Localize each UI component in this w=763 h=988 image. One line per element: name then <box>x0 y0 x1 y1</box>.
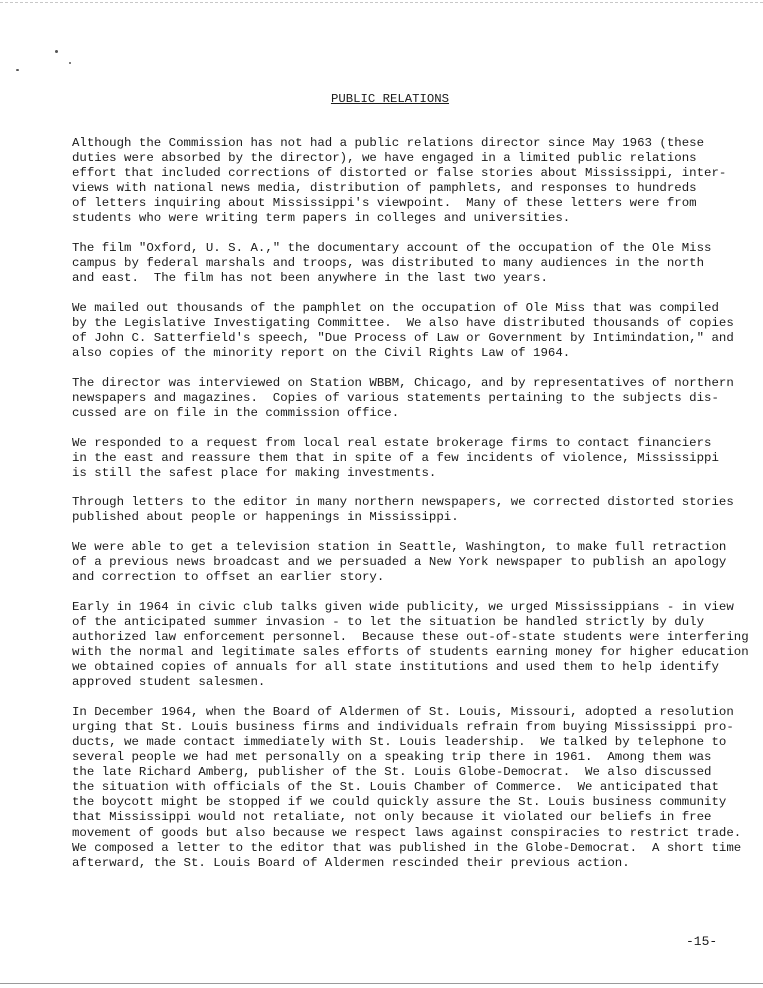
paragraph-p1 <box>72 136 762 227</box>
text-line: ducts, we made contact immediately with St. Louis leadership. We talked by telephone to <box>72 735 727 749</box>
text-line: authorized law enforcement personnel. Because these out-of-state students were interfering <box>72 629 749 644</box>
paragraph-p6 <box>72 495 762 525</box>
text-line: also copies of the minority report on the Civil Rights Law of 1964. <box>72 346 571 361</box>
top-edge-rule <box>0 2 763 3</box>
text-line: effort that included corrections of distorted or false stories about Mississippi, inter- <box>72 166 727 181</box>
text-line: students who were writing term papers in colleges and universities. <box>72 211 571 226</box>
text-line: by the Legislative Investigating Committee. We also have distributed thousands of copies <box>72 315 734 330</box>
text-line: the boycott might be stopped if we could quickly assure the St. Louis business community <box>72 795 727 810</box>
paragraph-p5 <box>72 436 762 481</box>
text-line: We were able to get a television station in Seattle, Washington, to make full retraction <box>72 539 727 554</box>
text-line: newspapers and magazines. Copies of various statements pertaining to the subjects dis- <box>72 390 719 405</box>
paragraph-p2 <box>72 241 762 286</box>
text-line: duties were absorbed by the director), we have engaged in a limited public relations <box>72 151 697 166</box>
text-line: campus by federal marshals and troops, was distributed to many audiences in the north <box>72 256 705 271</box>
body-text <box>72 136 762 885</box>
text-line: views with national news media, distribution of pamphlets, and responses to hundreds <box>72 181 697 196</box>
text-line: urging that St. Louis business firms and individuals refrain from buying Mississippi pro- <box>72 719 734 734</box>
text-line: we obtained copies of annuals for all state institutions and used them to help identify <box>72 660 719 675</box>
page-number: -15- <box>686 934 718 949</box>
scan-speck <box>69 62 71 64</box>
text-line: cussed are on file in the commission office. <box>72 405 400 420</box>
text-line: and correction to offset an earlier story. <box>72 570 385 585</box>
text-line: We responded to a request from local real estate brokerage firms to contact financiers <box>72 435 712 450</box>
bottom-edge-rule <box>0 983 763 984</box>
text-line: and east. The film has not been anywhere in the last two years. <box>72 271 548 286</box>
text-line: of the anticipated summer invasion - to let the situation be handled strictly by duly <box>72 614 705 629</box>
paragraph-p8 <box>72 600 762 691</box>
text-line: The film "Oxford, U. S. A.," the documentary account of the occupation of the Ole Miss <box>72 241 712 256</box>
text-line: several people we had met personally on a speaking trip there in 1961. Among them was <box>72 750 712 765</box>
text-line: Through letters to the editor in many northern newspapers, we corrected distorted stories <box>72 495 734 510</box>
text-line: of letters inquiring about Mississippi's viewpoint. Many of these letters were from <box>72 196 697 211</box>
paragraph-p4 <box>72 376 762 421</box>
text-line: We composed a letter to the editor that was published in the Globe-Democrat. A short time <box>72 840 742 855</box>
text-line: Although the Commission has not had a public relations director since May 1963 (these <box>72 136 705 150</box>
paragraph-p3 <box>72 301 762 361</box>
text-line: of John C. Satterfield's speech, "Due Process of Law or Government by Intimindation," and <box>72 331 734 346</box>
scan-speck <box>16 69 19 71</box>
scan-speck <box>55 50 58 53</box>
text-line: afterward, the St. Louis Board of Aldermen rescinded their previous action. <box>72 855 630 870</box>
text-line: movement of goods but also because we respect laws against conspiracies to restrict trade. <box>72 825 742 840</box>
text-line: In December 1964, when the Board of Aldermen of St. Louis, Missouri, adopted a resolution <box>72 704 734 719</box>
text-line: We mailed out thousands of the pamphlet on the occupation of Ole Miss that was compiled <box>72 300 719 315</box>
text-line: published about people or happenings in Mississippi. <box>72 510 459 525</box>
text-line: the late Richard Amberg, publisher of the St. Louis Globe-Democrat. We also discussed <box>72 765 712 780</box>
text-line: in the east and reassure them that in spite of a few incidents of violence, Mississippi <box>72 450 719 465</box>
text-line: is still the safest place for making investments. <box>72 465 437 480</box>
text-line: approved student salesmen. <box>72 675 266 690</box>
text-line: the situation with officials of the St. Louis Chamber of Commerce. We anticipated that <box>72 780 719 795</box>
text-line: with the normal and legitimate sales efforts of students earning money for higher education <box>72 645 749 660</box>
paragraph-p9 <box>72 705 762 871</box>
paragraph-p7 <box>72 540 762 585</box>
text-line: of a previous news broadcast and we persuaded a New York newspaper to publish an apology <box>72 555 727 570</box>
text-line: that Mississippi would not retaliate, not only because it violated our beliefs in free <box>72 810 712 825</box>
page-title: PUBLIC RELATIONS <box>330 92 450 106</box>
text-line: The director was interviewed on Station WBBM, Chicago, and by representatives of northern <box>72 375 734 390</box>
text-line: Early in 1964 in civic club talks given wide publicity, we urged Mississippians - in view <box>72 599 734 614</box>
